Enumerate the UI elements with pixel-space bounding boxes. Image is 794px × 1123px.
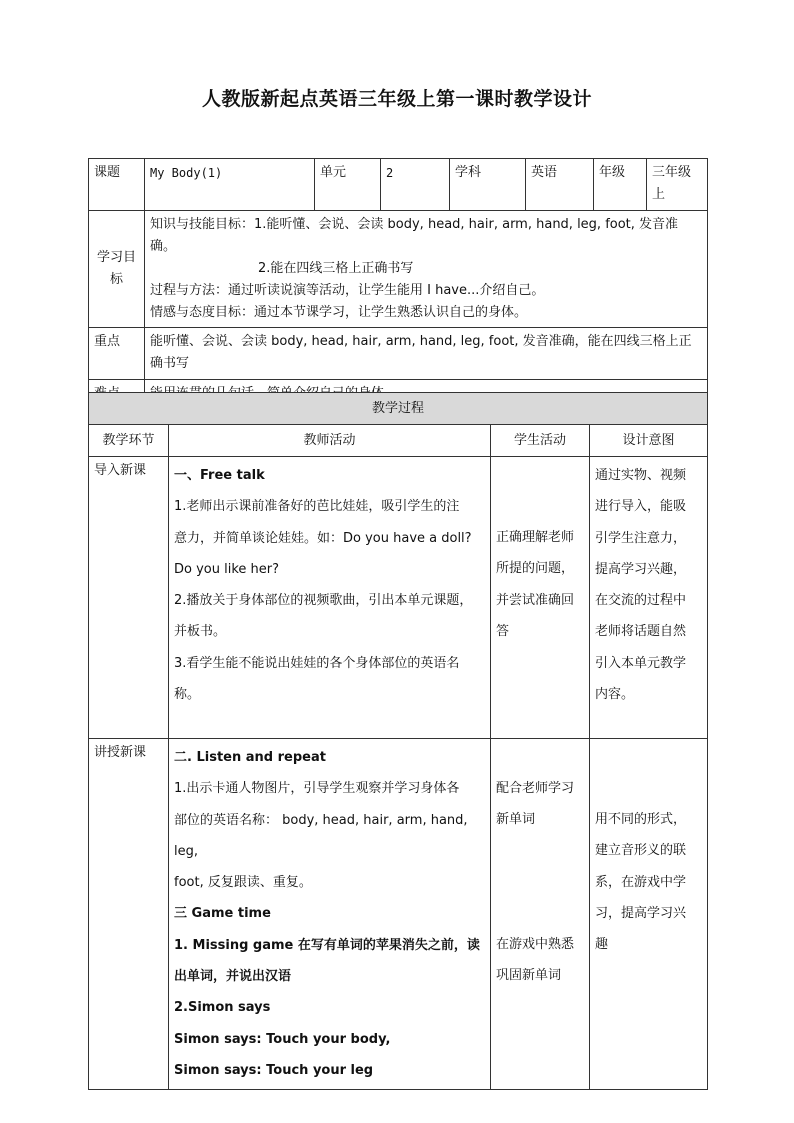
student-line: 所提的问题， [496,561,575,577]
goal-line: 2.能在四线三格上正确书写 [258,261,414,276]
teacher-line: 2.Simon says [174,1000,271,1016]
grade-value: 三年级上 [647,159,708,211]
teacher-new [169,739,491,1090]
intent-line: 在交流的过程中 [595,593,687,609]
subject-label: 学科 [450,159,526,211]
student-line: 正确理解老师 [496,530,575,545]
student-line: 新单词 [496,812,536,828]
unit-label: 单元 [315,159,381,211]
intent-line: 内容。 [595,687,635,703]
intent-line: 进行导入，能吸 [595,499,687,515]
student-line: 并尝试准确回 [496,592,575,608]
teacher-line: 二. Listen and repeat [174,750,326,765]
key-value: 能听懂、会说、会读 body, head, hair, arm, hand, leg, foot, 发音准确，能在四线三格上正确书写 [145,328,708,380]
lesson-label: 课题 [89,159,145,211]
teacher-line: foot, 反复跟读、重复。 [174,875,312,891]
teaching-process-table [88,392,708,1090]
teacher-line: 意力，并简单谈论娃娃。如：Do you have a doll? [174,530,472,546]
teacher-intro [169,457,491,739]
intent-new [590,739,708,1090]
student-line: 答 [496,623,510,639]
stage-intro: 导入新课 [89,457,169,739]
intent-line: 老师将话题自然 [595,624,687,640]
student-line: 在游戏中熟悉 [496,936,575,952]
teacher-line: 1. Missing game 在写有单词的苹果消失之前，读 [174,937,480,953]
intent-line: 提高学习兴趣， [595,561,687,577]
lesson-info-table [88,158,708,409]
stage-new: 讲授新课 [89,739,169,1090]
intent-line: 趣 [595,937,609,953]
intent-line: 习，提高学习兴 [595,905,687,921]
goal-line: 知识与技能目标：1.能听懂、会说、会读 body, head, hair, arm, hand, leg, foot, 发音准确。 [150,217,679,254]
teacher-line: 3.看学生能不能说出娃娃的各个身体部位的英语名 [174,655,460,671]
student-line: 巩固新单词 [496,967,562,983]
goals-label: 学习目标 [89,211,145,328]
process-band: 教学过程 [89,393,708,425]
teacher-line: 一、Free talk [174,468,265,483]
page-title: 人教版新起点英语三年级上第一课时教学设计 [201,88,592,110]
teacher-line: 三 Game time [174,906,271,922]
goal-line: 情感与态度目标：通过本节课学习，让学生熟悉认识自己的身体。 [150,305,528,320]
intent-line: 建立音形义的联 [595,843,687,859]
intent-line: 引学生注意力， [595,530,687,546]
teacher-line: 1.老师出示课前准备好的芭比娃娃，吸引学生的注 [174,499,460,515]
student-new [491,739,590,1090]
teacher-line: 1.出示卡通人物图片，引导学生观察并学习身体各 [174,781,460,797]
header-intent: 设计意图 [590,425,708,457]
header-student: 学生活动 [491,425,590,457]
unit-value: 2 [381,159,450,211]
lesson-value: My Body(1) [145,159,315,211]
intent-line: 系，在游戏中学 [595,874,687,890]
key-label: 重点 [89,328,145,380]
teacher-line: Simon says: Touch your leg [174,1062,374,1078]
teacher-line: 2.播放关于身体部位的视频歌曲，引出本单元课题， [174,593,473,609]
teacher-line: 并板书。 [174,624,227,640]
teacher-line: Do you like her? [174,561,280,577]
intent-intro [590,457,708,739]
intent-line: 通过实物、视频 [595,468,687,483]
subject-value: 英语 [526,159,594,211]
intent-line: 引入本单元教学 [595,655,687,671]
student-intro [491,457,590,739]
teacher-line: 部位的英语名称： body, head, hair, arm, hand, leg, [174,812,468,859]
student-line: 配合老师学习 [496,781,575,796]
teacher-line: 出单词，并说出汉语 [174,969,292,985]
intent-line: 用不同的形式， [595,812,687,827]
header-stage: 教学环节 [89,425,169,457]
goals-cell [145,211,708,328]
teacher-line: Simon says: Touch your body, [174,1031,391,1047]
goal-line: 过程与方法：通过听读说演等活动，让学生能用 I have...介绍自己。 [150,283,545,298]
header-teacher: 教师活动 [169,425,491,457]
grade-label: 年级 [594,159,647,211]
teacher-line: 称。 [174,687,201,703]
